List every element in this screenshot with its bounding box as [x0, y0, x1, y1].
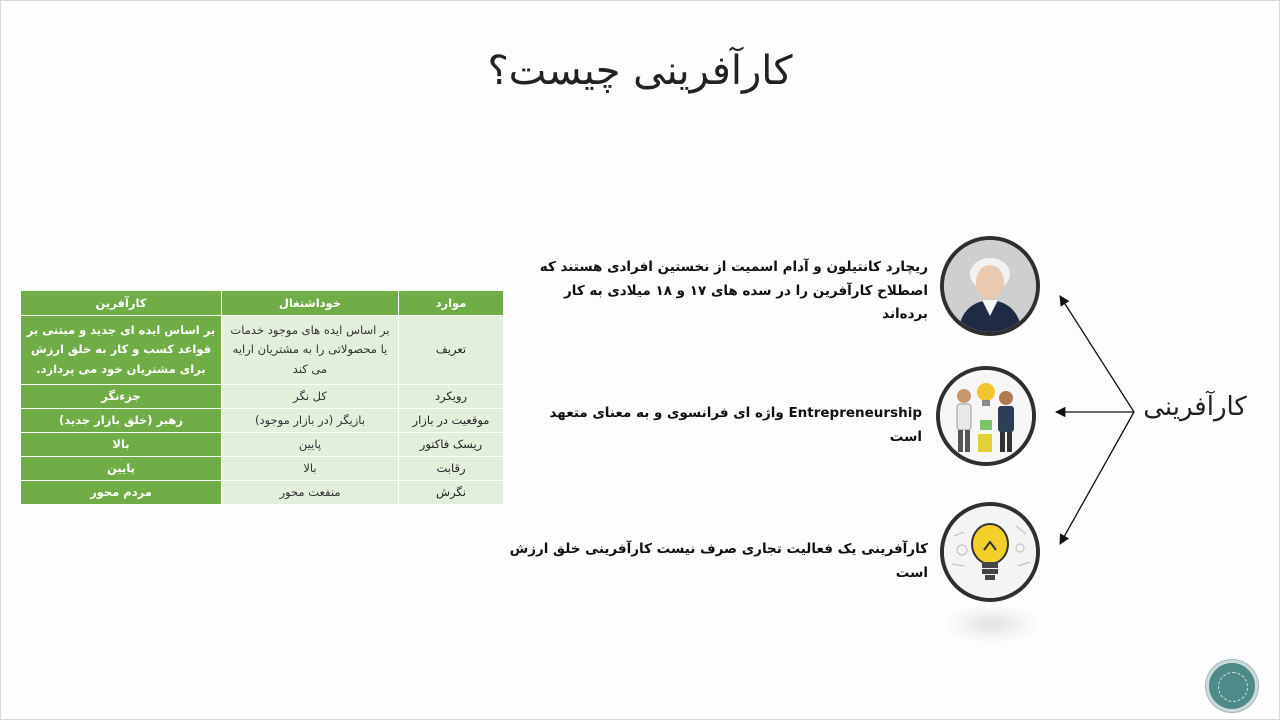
logo-icon	[1206, 660, 1258, 712]
cell-item: تعریف	[399, 316, 504, 385]
cell-self-employed: بر اساس ایده های موجود خدمات یا محصولاتی را به مشتریان ارایه می کند	[222, 316, 399, 385]
node-text-value: کارآفرینی یک فعالیت تجاری صرف نیست کارآفرینی خلق ارزش است	[509, 541, 928, 581]
cell-item: رقابت	[399, 457, 504, 481]
header-items: موارد	[399, 291, 504, 316]
cell-entrepreneur: پایین	[21, 457, 222, 481]
cell-item: رویکرد	[399, 385, 504, 409]
node-text-history: ریچارد کانتیلون و آدام اسمیت از نخستین افرادی هستند که اصطلاح کارآفرین را در سده های ۱۷ و ۱۸ میلادی به کار برده‌اند	[539, 259, 928, 323]
header-entrepreneur: کارآفرین	[21, 291, 222, 316]
node-text-etymology: Entrepreneurship واژه ای فرانسوی و به معنای متعهد است	[549, 405, 922, 445]
arrow-to-value	[1060, 412, 1134, 544]
slide-title: کارآفرینی چیست؟	[487, 48, 793, 94]
cell-entrepreneur: جزءنگر	[21, 385, 222, 409]
cell-item: موقعیت در بازار	[399, 409, 504, 433]
cell-entrepreneur: مردم محور	[21, 481, 222, 505]
cell-self-employed: بالا	[222, 457, 399, 481]
header-self-employed: خوداشتغال	[222, 291, 399, 316]
cell-entrepreneur: بالا	[21, 433, 222, 457]
cell-self-employed: پایین	[222, 433, 399, 457]
cell-self-employed: بازیگر (در بازار موجود)	[222, 409, 399, 433]
cell-self-employed: کل نگر	[222, 385, 399, 409]
cell-entrepreneur: رهبر (خلق بازار جدید)	[21, 409, 222, 433]
cell-item: نگرش	[399, 481, 504, 505]
cell-self-employed: منفعت محور	[222, 481, 399, 505]
cell-entrepreneur: بر اساس ایده ای جدید و مبتنی بر قواعد کسب و کار به خلق ارزش برای مشتریان خود می پردازد.	[21, 316, 222, 385]
center-concept: کارآفرینی	[1143, 392, 1247, 422]
arrow-to-history	[1060, 296, 1134, 412]
cell-item: ریسک فاکتور	[399, 433, 504, 457]
